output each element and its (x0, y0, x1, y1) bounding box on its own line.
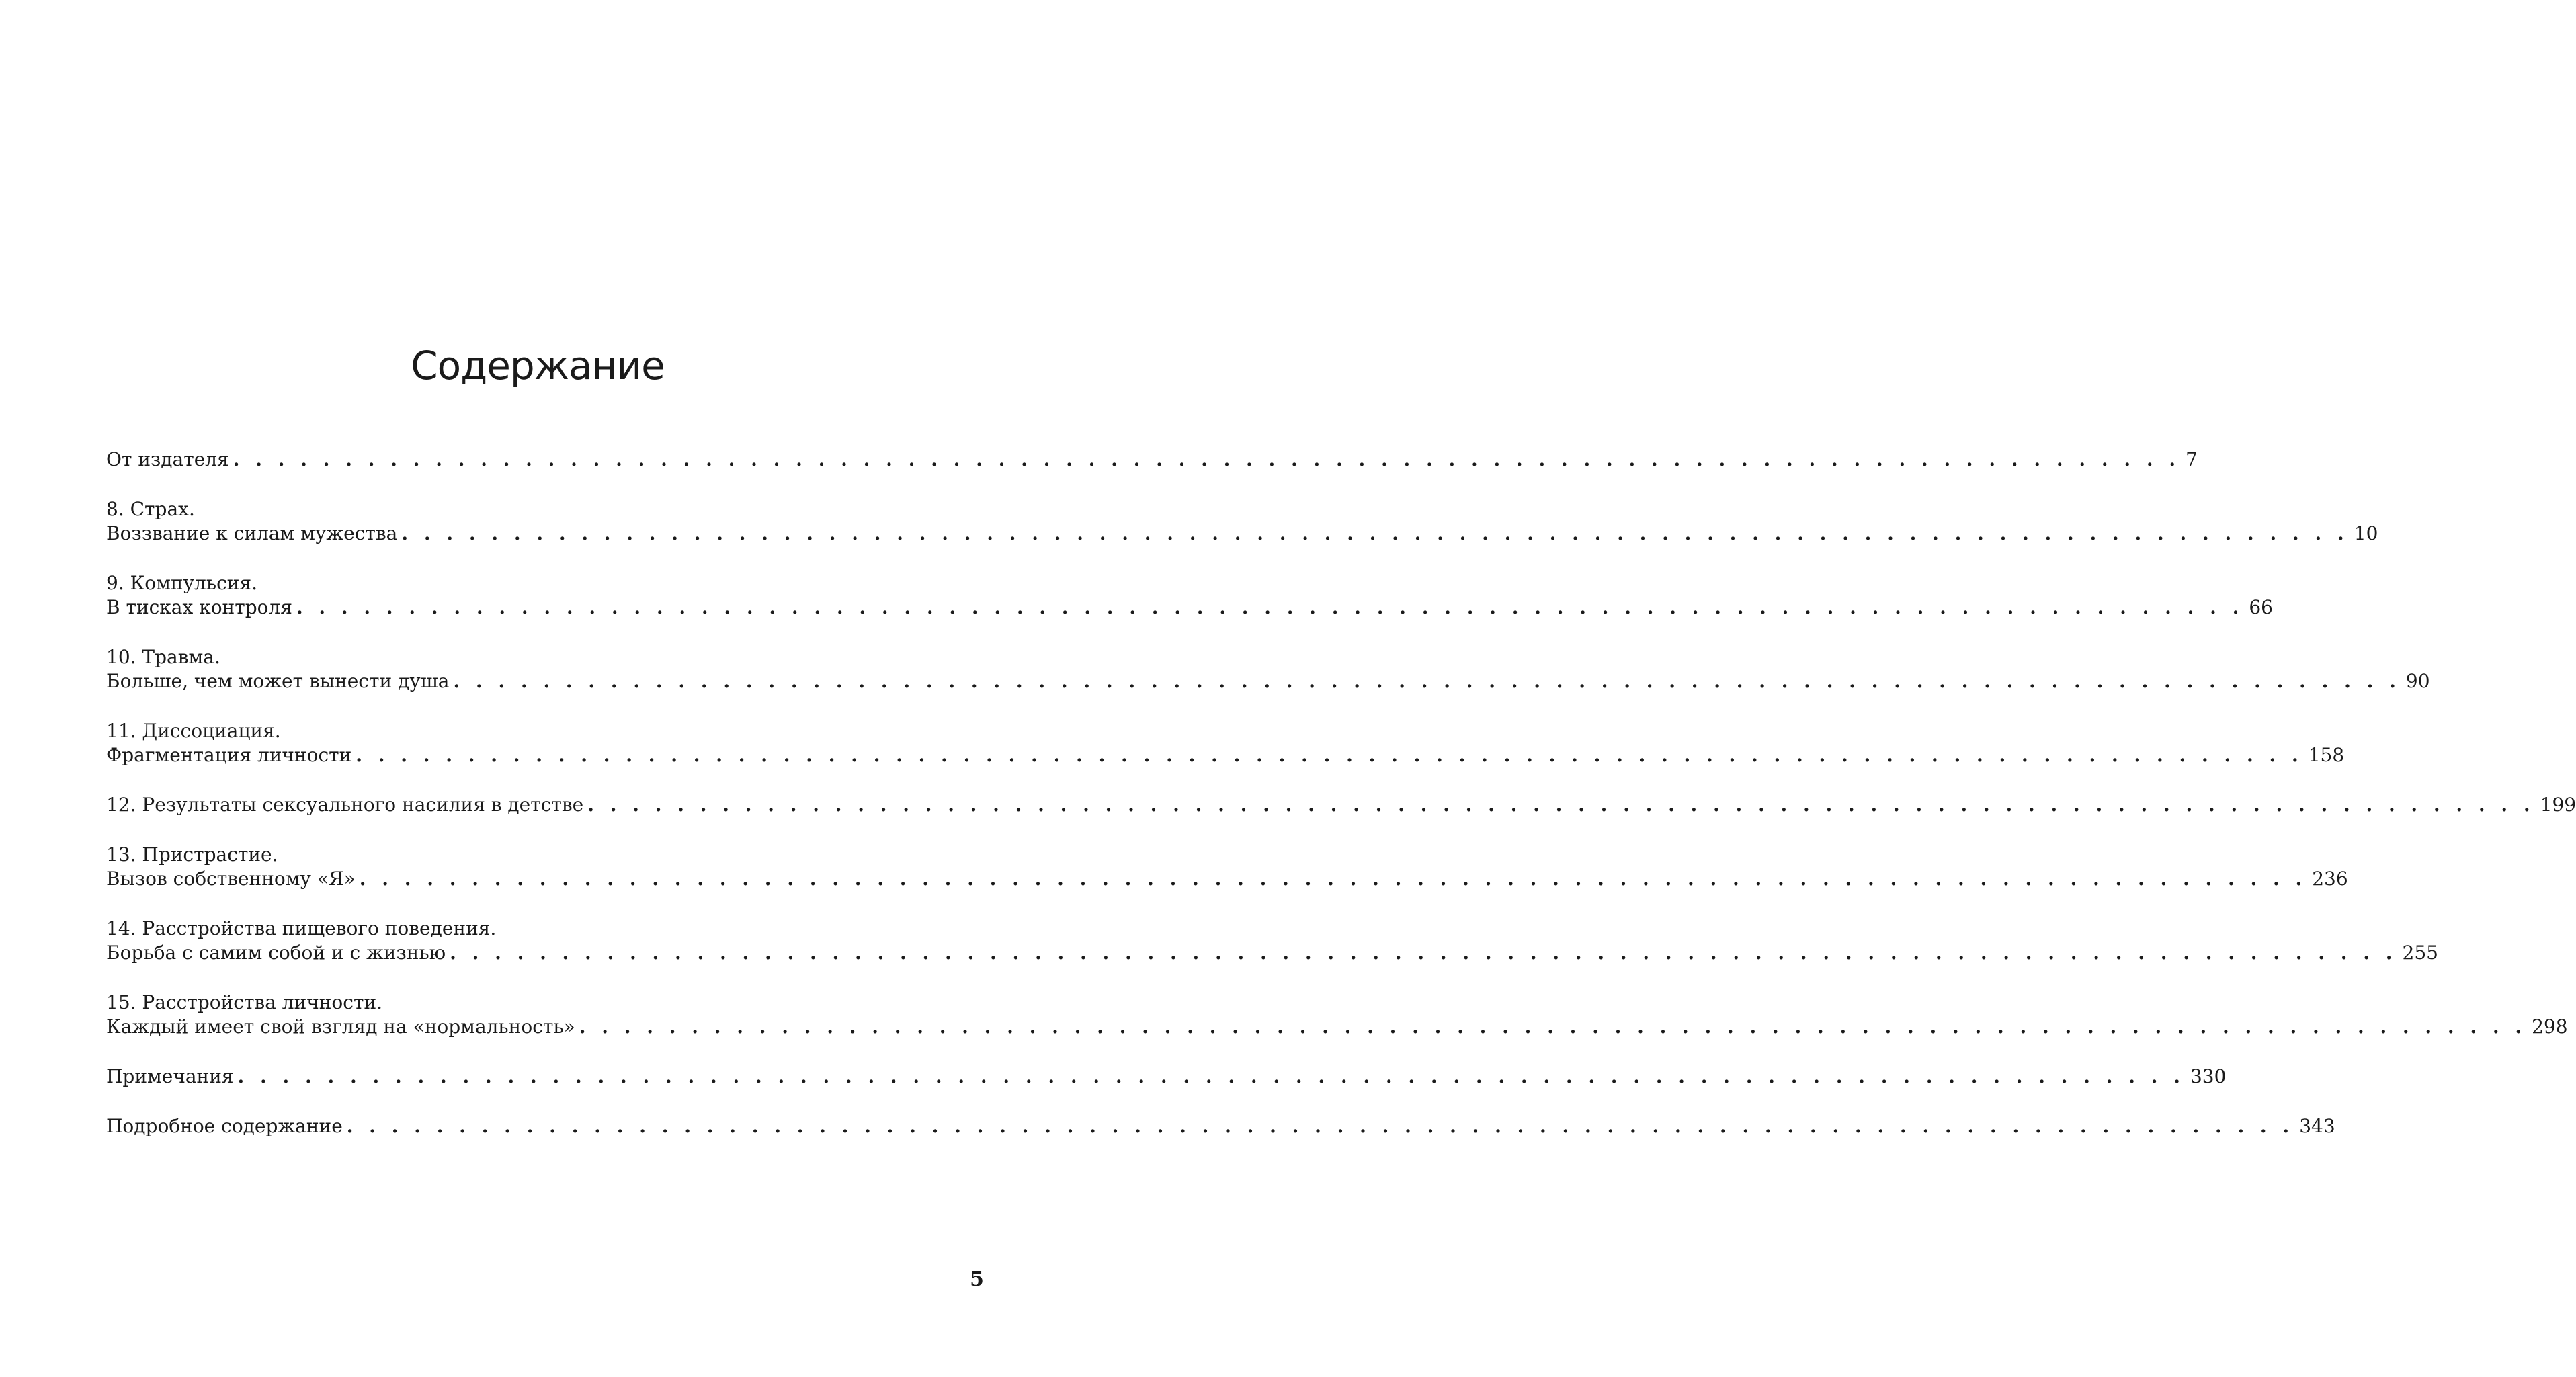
toc-entry-page: 199 (2540, 794, 2576, 816)
toc-entry-text: Фрагментация личности (106, 744, 352, 766)
toc-entry-chapter-11[interactable] (106, 742, 2345, 769)
dot-leader: . . . . . . . . . . . . . . . . . . . . . . . . . . . . . . . . . . . . . . . . . . . . . . . . . . . . . . . . . . . . . . . . . . . . . . . . . . . . . . . . . . . . . . . (237, 1065, 2185, 1087)
toc-entry-chapter-9[interactable] (106, 594, 2273, 621)
page-title: Содержание (411, 343, 665, 388)
toc-entry-page: 298 (2532, 1015, 2568, 1038)
toc-entry-page: 7 (2186, 448, 2198, 470)
toc-chapter-heading: 9. Компульсия. (106, 572, 257, 594)
toc-chapter-heading: 14. Расстройства пищевого поведения. (106, 917, 497, 940)
dot-leader: . . . . . . . . . . . . . . . . . . . . . . . . . . . . . . . . . . . . . . . . . . . . . . . . . . . . . . . . . . . . . . . . . . . . . . . . . . . . . . . . . . . . . . . (453, 670, 2401, 692)
toc-entry-text: 12. Результаты сексуального насилия в детстве (106, 794, 584, 816)
toc-entry-page: 236 (2312, 868, 2348, 890)
toc-chapter-heading: 8. Страх. (106, 498, 195, 520)
toc-entry-page: 158 (2308, 744, 2345, 766)
dot-leader: . . . . . . . . . . . . . . . . . . . . . . . . . . . . . . . . . . . . . . . . . . . . . . . . . . . . . . . . . . . . . . . . . . . . . . . . . . . . . . . . . . . . . . . (346, 1115, 2294, 1137)
toc-entry-page: 255 (2402, 942, 2438, 964)
dot-leader: . . . . . . . . . . . . . . . . . . . . . . . . . . . . . . . . . . . . . . . . . . . . . . . . . . . . . . . . . . . . . . . . . . . . . . . . . . . . . . . . . . . . . . . (450, 942, 2397, 964)
dot-leader: . . . . . . . . . . . . . . . . . . . . . . . . . . . . . . . . . . . . . . . . . . . . . . . . . . . . . . . . . . . . . . . . . . . . . . . . . . . . . . . . . . . . . . . (579, 1015, 2527, 1038)
toc-entry-text: Борьба с самим собой и с жизнью (106, 942, 446, 964)
toc-entry-chapter-14[interactable] (106, 940, 2438, 966)
toc-entry-chapter-8[interactable] (106, 520, 2378, 547)
dot-leader: . . . . . . . . . . . . . . . . . . . . . . . . . . . . . . . . . . . . . . . . . . . . . . . . . . . . . . . . . . . . . . . . . . . . . . . . . . . . . . . . . . . . . . . (233, 448, 2181, 470)
toc-entry-page: 10 (2354, 522, 2378, 544)
toc-chapter-heading: 15. Расстройства личности. (106, 991, 383, 1013)
dot-leader: . . . . . . . . . . . . . . . . . . . . . . . . . . . . . . . . . . . . . . . . . . . . . . . . . . . . . . . . . . . . . . . . . . . . . . . . . . . . . . . . . . . . . . . (359, 868, 2307, 890)
toc-entry-notes[interactable] (106, 1063, 2227, 1090)
dot-leader: . . . . . . . . . . . . . . . . . . . . . . . . . . . . . . . . . . . . . . . . . . . . . . . . . . . . . . . . . . . . . . . . . . . . . . . . . . . . . . . . . . . . . . . (401, 522, 2349, 544)
page-number: 5 (970, 1267, 984, 1291)
toc-entry-text: Подробное содержание (106, 1115, 343, 1137)
toc-entry-text: Примечания (106, 1065, 234, 1087)
toc-entry-text: От издателя (106, 448, 229, 470)
toc-entry-page: 90 (2405, 670, 2430, 692)
toc-chapter-heading: 11. Диссоциация. (106, 720, 281, 742)
toc-entry-page: 330 (2190, 1065, 2227, 1087)
toc-entry-chapter-12[interactable] (106, 792, 2576, 819)
toc-entry-detailed-contents[interactable] (106, 1113, 2335, 1140)
toc-entry-text: Воззвание к силам мужества (106, 522, 398, 544)
dot-leader: . . . . . . . . . . . . . . . . . . . . . . . . . . . . . . . . . . . . . . . . . . . . . . . . . . . . . . . . . . . . . . . . . . . . . . . . . . . . . . . . . . . . . . . (296, 596, 2244, 618)
toc-chapter-heading: 10. Травма. (106, 646, 220, 668)
toc-chapter-heading: 13. Пристрастие. (106, 843, 278, 866)
dot-leader: . . . . . . . . . . . . . . . . . . . . . . . . . . . . . . . . . . . . . . . . . . . . . . . . . . . . . . . . . . . . . . . . . . . . . . . . . . . . . . . . . . . . . . . (587, 794, 2535, 816)
toc-entry-chapter-13[interactable] (106, 866, 2348, 892)
toc-entry-page: 343 (2299, 1115, 2335, 1137)
dot-leader: . . . . . . . . . . . . . . . . . . . . . . . . . . . . . . . . . . . . . . . . . . . . . . . . . . . . . . . . . . . . . . . . . . . . . . . . . . . . . . . . . . . . . . . (356, 744, 2303, 766)
toc-entry-text: Каждый имеет свой взгляд на «нормальность» (106, 1015, 575, 1038)
toc-entry-text: Больше, чем может вынести душа (106, 670, 450, 692)
toc-entry-text: В тисках контроля (106, 596, 292, 618)
toc-entry-chapter-15[interactable] (106, 1013, 2568, 1040)
toc-entry-chapter-10[interactable] (106, 668, 2430, 695)
toc-entry-page: 66 (2249, 596, 2273, 618)
toc-entry-publisher[interactable] (106, 446, 2198, 473)
toc-entry-text: Вызов собственному «Я» (106, 868, 356, 890)
